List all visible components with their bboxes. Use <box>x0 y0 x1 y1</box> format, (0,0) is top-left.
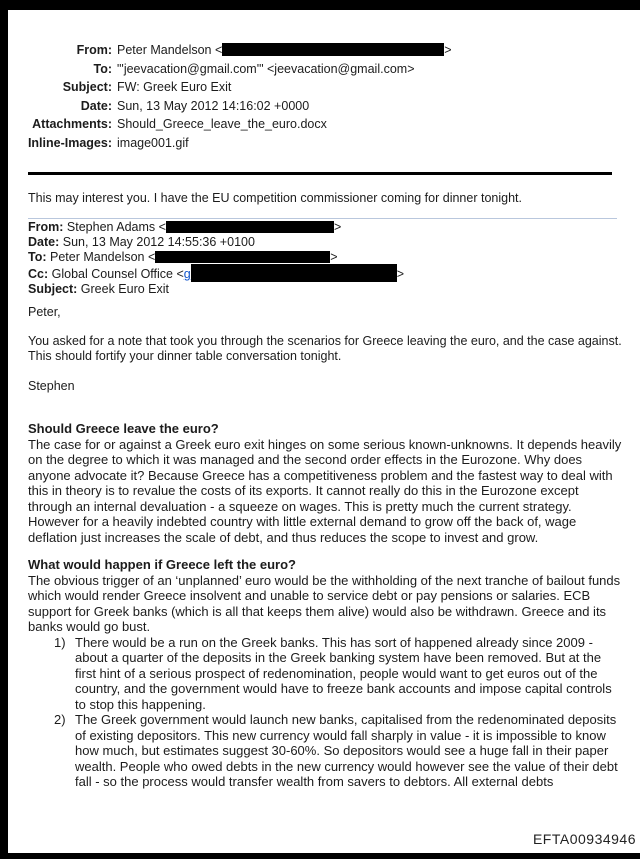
redaction-bar <box>191 264 397 282</box>
redaction-bar <box>166 221 334 233</box>
header-row-subject <box>26 78 452 97</box>
header-row-date <box>26 97 452 116</box>
separator-thick <box>28 172 612 175</box>
scan-border-left <box>0 0 8 859</box>
email-header <box>26 41 452 153</box>
quoted-label-date: Date: <box>28 234 60 249</box>
quoted-cc-suffix: > <box>396 267 405 282</box>
redaction-bar <box>155 251 330 263</box>
note-body <box>28 421 622 790</box>
quoted-subject-value: Greek Euro Exit <box>80 282 170 297</box>
list-text: The Greek government would launch new banks, capitalised from the redenominated deposits of existing depositors. This new currency would fall sharply in value - it is impossible to know how much, but estimates suggest 30-60%. So depositors would see a huge fall in their paper wealth. People who owed debts in the new currency would however see the value of their debt fall - so the process would transfer wealth from savers to debtors. All external debts <box>75 712 618 789</box>
field-value-subject: FW: Greek Euro Exit <box>117 80 232 95</box>
field-value-inline-images: image001.gif <box>117 135 189 150</box>
from-value-suffix: > <box>444 43 452 57</box>
quoted-row-cc <box>28 264 404 282</box>
quoted-label-cc: Cc: <box>28 267 49 282</box>
field-label-subject: Subject: <box>62 80 112 95</box>
quoted-from-prefix: Stephen Adams < <box>66 220 166 234</box>
quoted-label-subject: Subject: <box>28 282 78 297</box>
list-marker: 1) <box>54 634 66 650</box>
quoted-date-value: Sun, 13 May 2012 14:55:36 +0100 <box>62 234 255 249</box>
redaction-bar <box>222 43 444 56</box>
quoted-cc-prefix: Global Counsel Office < <box>51 267 184 282</box>
header-row-inline-images <box>26 134 452 153</box>
note-heading-1: Should Greece leave the euro? <box>28 421 219 436</box>
quoted-header <box>28 220 404 297</box>
separator-thin <box>28 218 617 219</box>
field-label-date: Date: <box>80 98 112 113</box>
from-value-prefix: Peter Mandelson < <box>117 43 223 57</box>
field-label-inline-images: Inline-Images: <box>27 135 112 150</box>
list-marker: 2) <box>54 712 66 727</box>
list-item <box>28 712 622 790</box>
quoted-from-suffix: > <box>333 220 342 234</box>
quoted-row-subject <box>28 282 404 297</box>
quoted-row-from <box>28 220 404 235</box>
field-label-attachments: Attachments: <box>32 117 112 132</box>
numbered-list <box>28 635 622 790</box>
field-label-to: To: <box>93 61 112 76</box>
quoted-to-suffix: > <box>330 249 338 264</box>
message-intro: You asked for a note that took you through the scenarios for Greece leaving the euro, and the case against. This should fortify your dinner table conversation tonight. <box>28 334 622 364</box>
note-paragraph-2: The obvious trigger of an ‘unplanned’ euro would be the withholding of the next tranche of bailout funds which would render Greece insolvent and unable to service debt or pay pensions or salaries. ECB support for Greek banks (which is all that keeps them alive) would also be withdrawn. Greece and its banks would go bust. <box>28 572 621 634</box>
signature: Stephen <box>28 379 75 393</box>
quoted-row-date <box>28 235 404 250</box>
quoted-to-prefix: Peter Mandelson < <box>50 249 156 264</box>
note-heading-2: What would happen if Greece left the euro? <box>28 557 296 572</box>
header-row-attachments <box>26 115 452 134</box>
quoted-label-to: To: <box>28 249 47 264</box>
field-value-date: Sun, 13 May 2012 14:16:02 +0000 <box>117 98 310 113</box>
list-text: There would be a run on the Greek banks. This has sort of happened already since 2009 - about a quarter of the deposits in the Greek banking system have been removed. But at the first hint of a serious prospect of redenomination, people would want to get euros out of the country, and the government would have to freeze bank accounts and impose capital controls to stop this happening. <box>75 634 612 712</box>
note-paragraph-1: The case for or against a Greek euro exit hinges on some serious known-unknowns. It depends heavily on the degree to which it was managed and the second order effects in the Eurozone. Why does anyone advocate it? Because Greece has a competitiveness problem and the fastest way to deal with this in theory is to revalue the costs of its exports. It cannot really do this in the Eurozone except through an internal devaluation - a squeeze on wages. This is pretty much the current strategy. However for a heavily indebted country with little external demand to grow off the back of, wage deflation just increases the scale of debt, and thus reduces the scope to invest and grow. <box>28 436 622 545</box>
scan-border-top <box>0 0 640 10</box>
header-row-to <box>26 60 452 79</box>
quoted-label-from: From: <box>28 220 64 234</box>
salutation: Peter, <box>28 305 61 319</box>
field-value-from <box>117 41 452 60</box>
header-row-from <box>26 41 452 60</box>
quoted-row-to <box>28 250 404 265</box>
link-fragment: g <box>183 267 191 282</box>
bates-number: EFTA00934946 <box>532 831 636 847</box>
field-value-to: "'jeevacation@gmail.com'" <jeevacation@gmail.com> <box>117 61 415 76</box>
field-value-attachments: Should_Greece_leave_the_euro.docx <box>117 117 327 132</box>
forward-note: This may interest you. I have the EU competition commissioner coming for dinner tonight. <box>28 191 522 205</box>
scan-border-bottom <box>0 853 640 859</box>
field-label-from: From: <box>76 43 112 57</box>
list-item <box>28 635 622 713</box>
